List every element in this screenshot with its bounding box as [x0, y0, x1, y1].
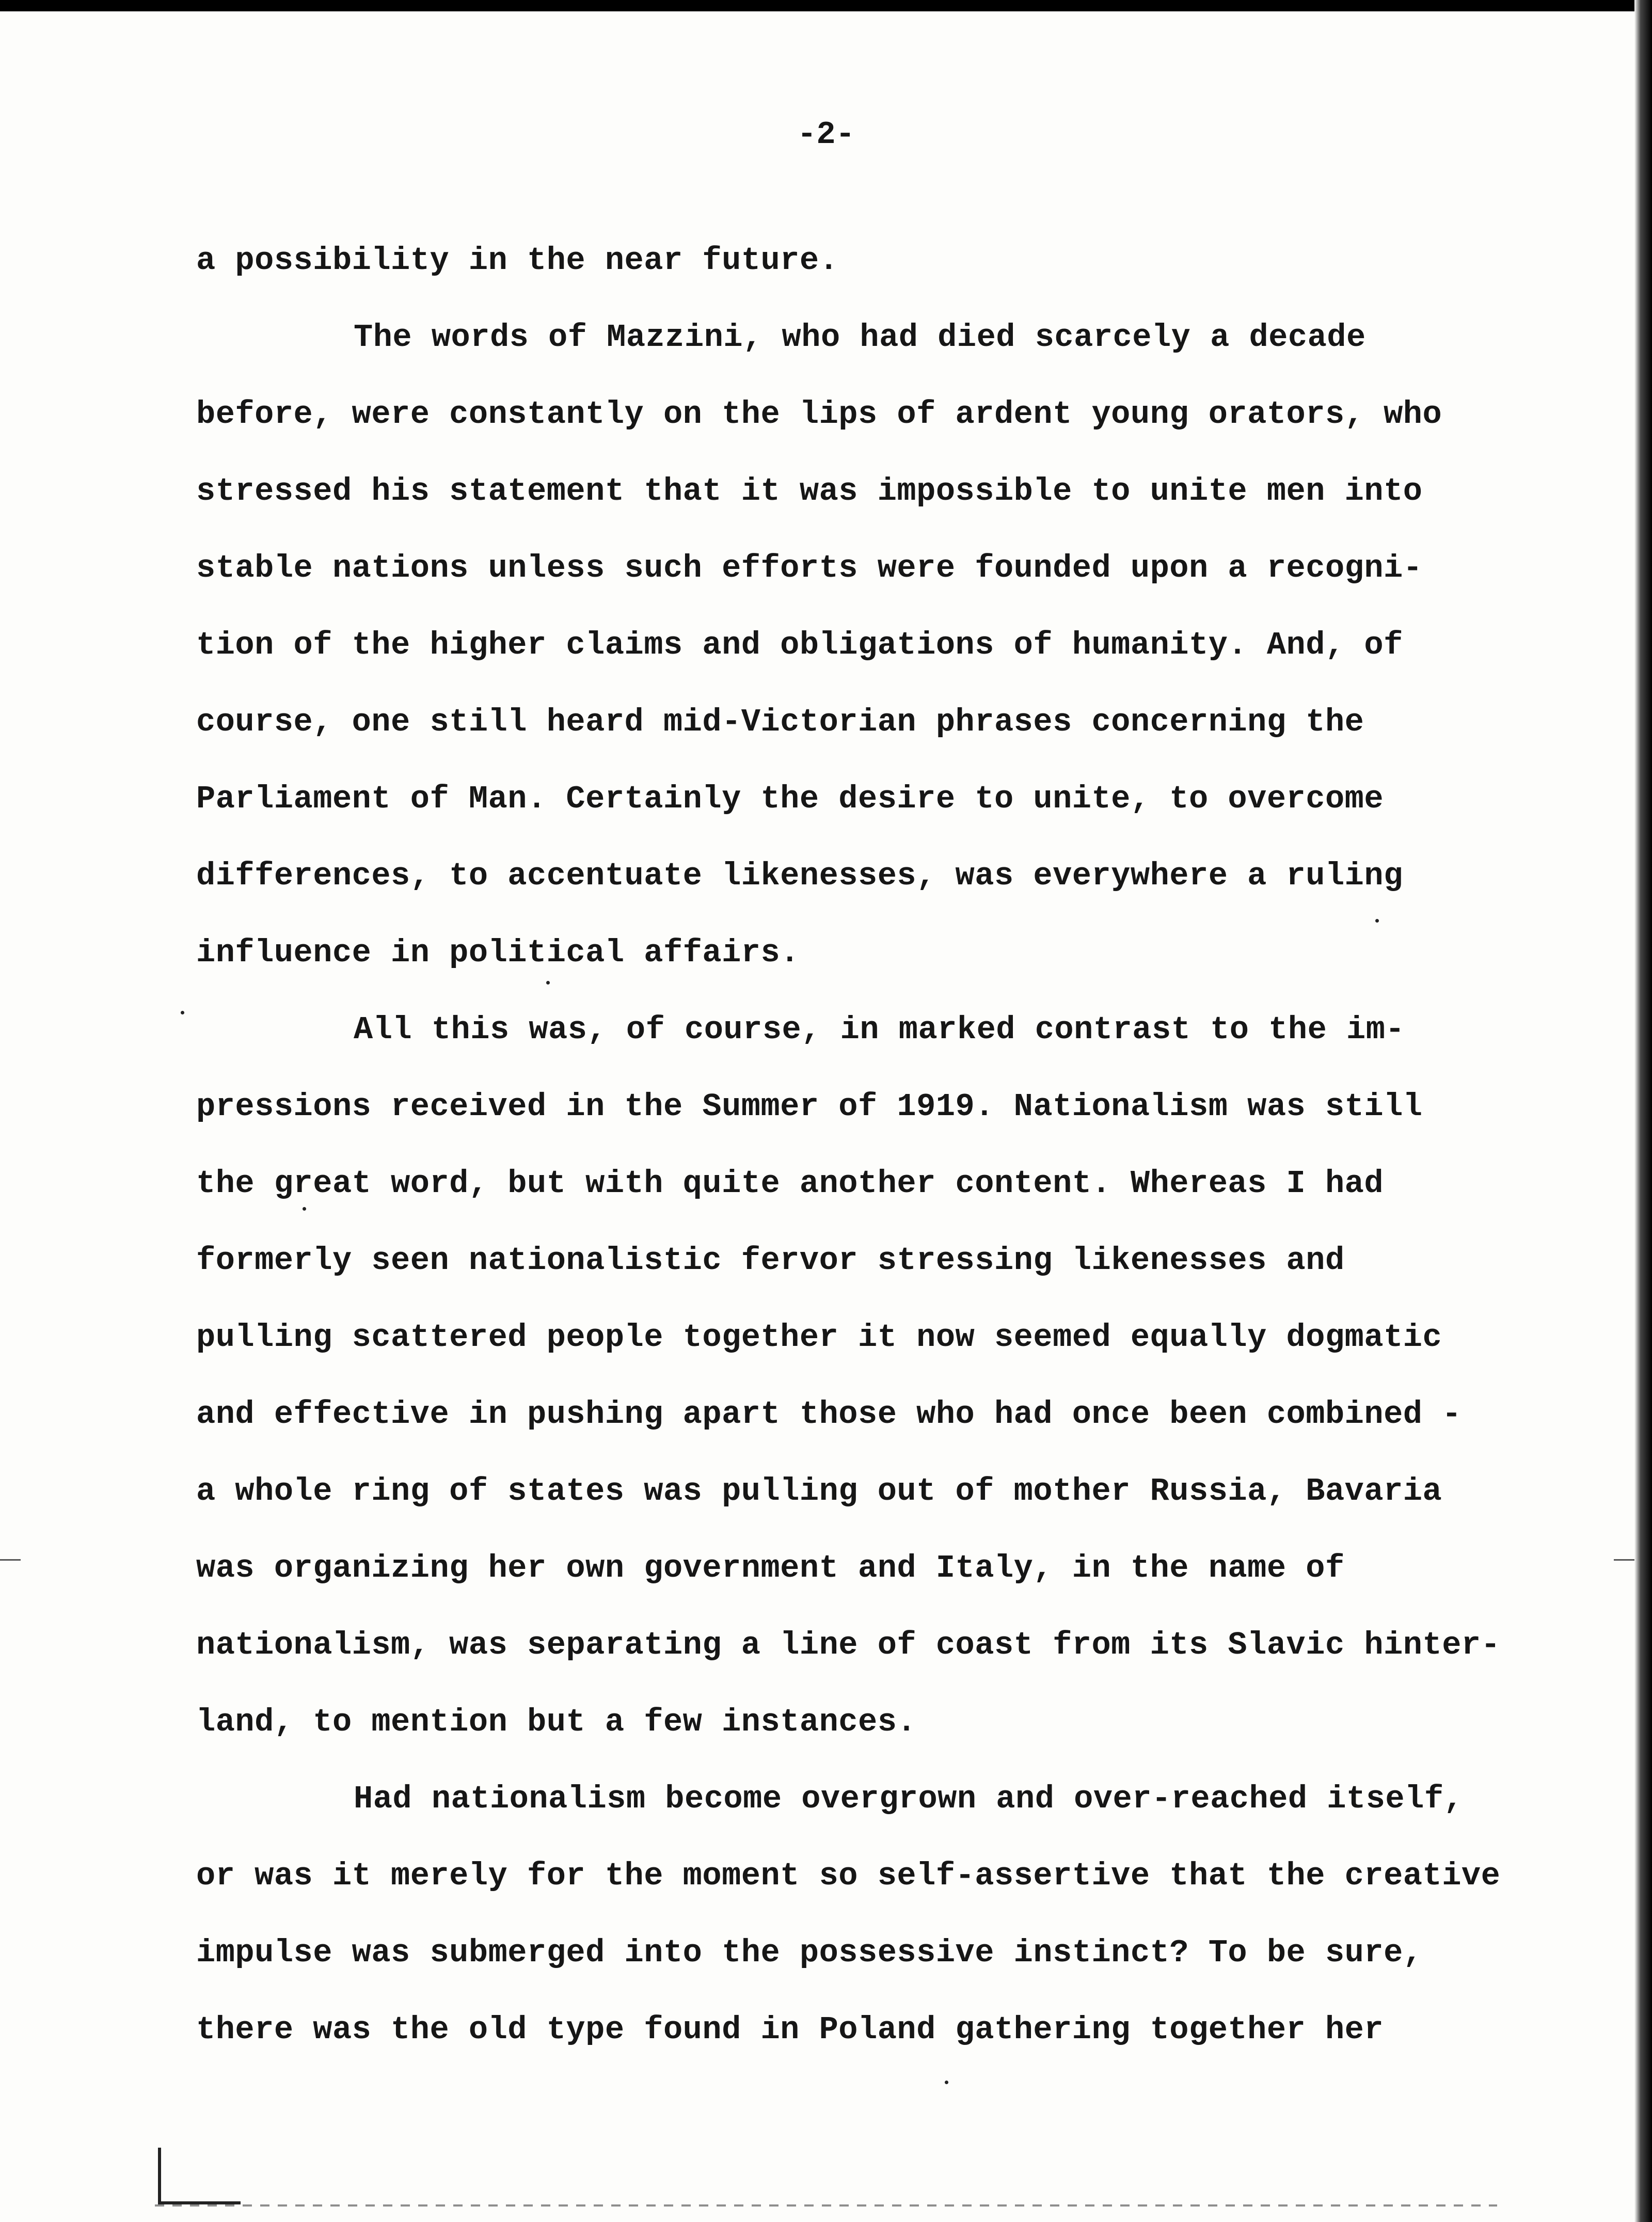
text-line: All this was, of course, in marked contrast to the im- — [354, 1011, 1405, 1048]
text-line: Had nationalism become overgrown and over-reached itself, — [354, 1781, 1464, 1817]
text-line: a whole ring of states was pulling out of mother Russia, Bavaria — [196, 1473, 1442, 1510]
margin-tick-right — [1614, 1559, 1634, 1561]
text-line: there was the old type found in Poland gathering together her — [196, 2011, 1384, 2048]
text-line: a possibility in the near future. — [196, 242, 839, 279]
page-number: -2- — [797, 116, 855, 153]
text-line: nationalism, was separating a line of coast from its Slavic hinter- — [196, 1627, 1501, 1663]
scan-edge-right — [1634, 0, 1652, 2222]
text-line: the great word, but with quite another content. Whereas I had — [196, 1165, 1384, 1202]
scan-speck — [181, 1011, 184, 1014]
scan-edge-bottom — [155, 2204, 1497, 2207]
corner-mark — [158, 2148, 161, 2204]
text-line: differences, to accentuate likenesses, was everywhere a ruling — [196, 858, 1403, 894]
scan-speck — [945, 2081, 948, 2084]
scan-edge-top — [0, 0, 1652, 11]
text-line: tion of the higher claims and obligations of humanity. And, of — [196, 627, 1403, 663]
text-line: influence in political affairs. — [196, 934, 800, 971]
text-line: formerly seen nationalistic fervor stressing likenesses and — [196, 1242, 1345, 1279]
text-line: before, were constantly on the lips of ardent young orators, who — [196, 396, 1442, 433]
text-line: The words of Mazzini, who had died scarcely a decade — [354, 319, 1366, 356]
text-line: stressed his statement that it was impossible to unite men into — [196, 473, 1423, 510]
text-line: or was it merely for the moment so self-assertive that the creative — [196, 1858, 1501, 1894]
text-line: course, one still heard mid-Victorian phrases concerning the — [196, 704, 1364, 740]
margin-tick-left — [0, 1559, 21, 1561]
body-text — [196, 222, 1518, 2068]
text-line: pressions received in the Summer of 1919. Nationalism was still — [196, 1088, 1423, 1125]
text-line: and effective in pushing apart those who had once been combined - — [196, 1396, 1462, 1433]
text-line: stable nations unless such efforts were founded upon a recogni- — [196, 550, 1423, 586]
text-line: Parliament of Man. Certainly the desire to unite, to overcome — [196, 781, 1384, 817]
text-line: was organizing her own government and Italy, in the name of — [196, 1550, 1345, 1586]
text-line: land, to mention but a few instances. — [196, 1704, 917, 1740]
text-line: impulse was submerged into the possessive instinct? To be sure, — [196, 1934, 1423, 1971]
text-line: pulling scattered people together it now seemed equally dogmatic — [196, 1319, 1442, 1356]
